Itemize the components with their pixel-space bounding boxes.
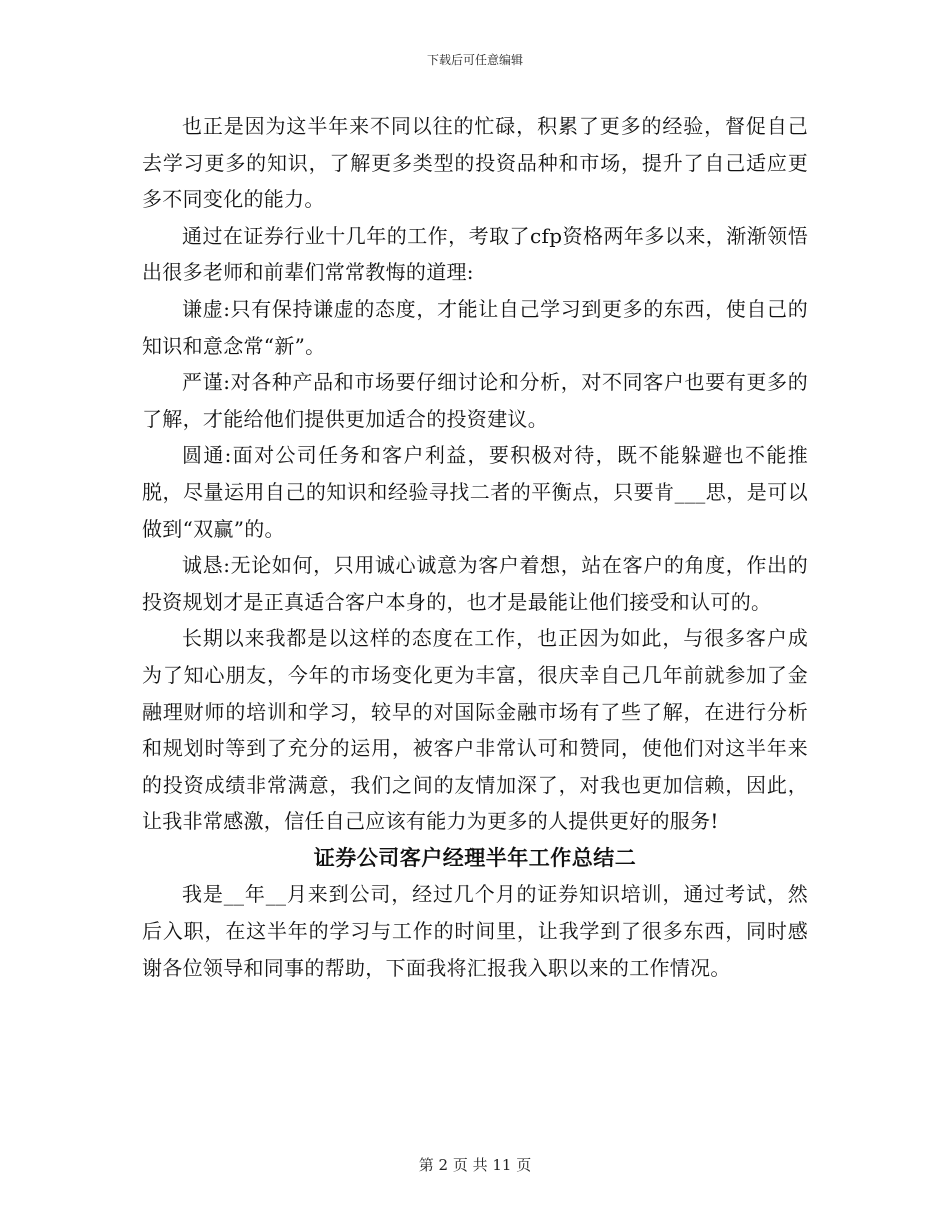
paragraph-busy-experience: 也正是因为这半年来不同以往的忙碌，积累了更多的经验，督促自己去学习更多的知识，了解更多类型的投资品种和市场，提升了自己适应更多不同变化的能力。 [142, 114, 808, 212]
page-number: 第 2 页 共 11 页 [418, 1156, 532, 1174]
document-body [142, 108, 808, 986]
page-header: 下载后可任意编辑 [426, 53, 523, 67]
paragraph-modesty: 谦虚:只有保持谦虚的态度，才能让自己学习到更多的东西，使自己的知识和意念常“新”。 [142, 296, 808, 358]
paragraph-joining-company: 我是__年__月来到公司，经过几个月的证券知识培训，通过考试，然后入职，在这半年的学习与工作的时间里，让我学到了很多东西，同时感谢各位领导和同事的帮助，下面我将汇报我入职以来的工作情况。 [142, 882, 808, 980]
section-title: 证券公司客户经理半年工作总结二 [313, 844, 637, 870]
paragraph-long-term-attitude: 长期以来我都是以这样的态度在工作，也正因为如此，与很多客户成为了知心朋友，今年的市场变化更为丰富，很庆幸自己几年前就参加了金融理财师的培训和学习，较早的对国际金融市场有了些了解，在进行分析和规划时等到了充分的运用，被客户非常认可和赞同，使他们对这半年来的投资成绩非常满意，我们之间的友情加深了，对我也更加信赖，因此，让我非常感激，信任自己应该有能力为更多的人提供更好的服务! [142, 626, 808, 834]
paragraph-cfp-insight: 通过在证券行业十几年的工作，考取了cfp资格两年多以来，渐渐领悟出很多老师和前辈们常常教悔的道理: [142, 223, 808, 285]
paragraph-flexibility: 圆通:面对公司任务和客户利益，要积极对待，既不能躲避也不能推脱，尽量运用自己的知识和经验寻找二者的平衡点，只要肯___思，是可以做到“双赢”的。 [142, 443, 808, 541]
paragraph-sincerity: 诚恳:无论如何，只用诚心诚意为客户着想，站在客户的角度，作出的投资规划才是正真适合客户本身的，也才是最能让他们接受和认可的。 [142, 553, 808, 614]
paragraph-rigor: 严谨:对各种产品和市场要仔细讨论和分析，对不同客户也要有更多的了解，才能给他们提供更加适合的投资建议。 [142, 370, 808, 431]
